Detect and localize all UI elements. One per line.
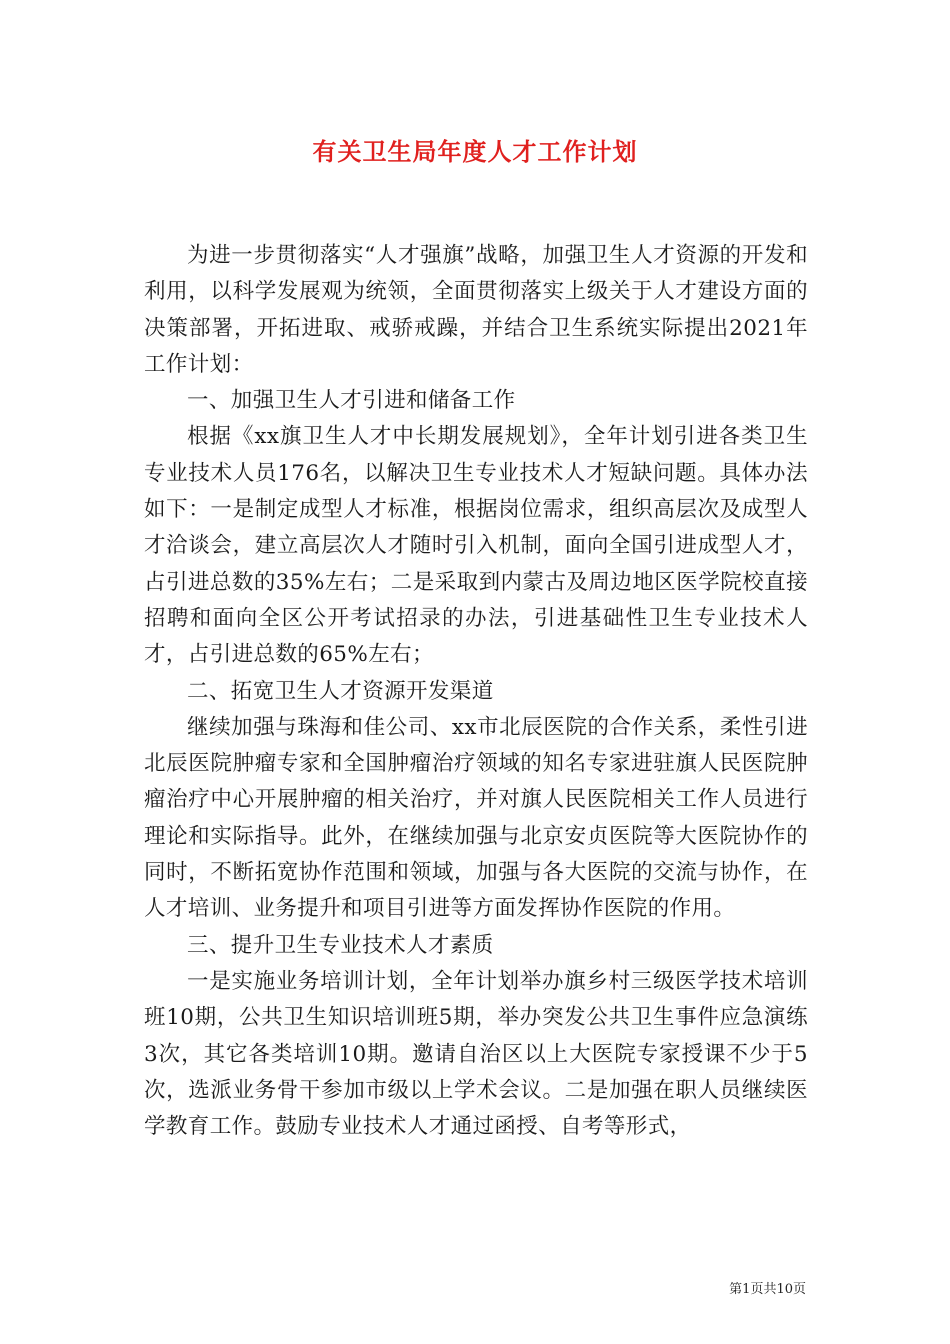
section-1-heading: 一、加强卫生人才引进和储备工作: [187, 388, 516, 414]
section-1-paragraph: 根据《xx旗卫生人才中长期发展规划》，全年计划引进各类卫生专业技术人员176名，以解决卫生专业技术人才短缺问题。具体办法如下：一是制定成型人才标准，根据岗位需求，组织高层次及成型人才洽谈会，建立高层次人才随时引入机制，面向全国引进成型人才，占引进总数的35%左右；二是采取到内蒙古及周边地区医学院校直接招聘和面向全区公开考试招录的办法，引进基础性卫生专业技术人才，占引进总数的65%左右；: [144, 424, 808, 668]
intro-paragraph: 为进一步贯彻落实“人才强旗”战略，加强卫生人才资源的开发和利用，以科学发展观为统领，全面贯彻落实上级关于人才建设方面的决策部署，开拓进取、戒骄戒躁，并结合卫生系统实际提出2021年工作计划：: [144, 243, 808, 377]
page-number: 第1页共10页: [729, 1282, 806, 1297]
section-2-paragraph: 继续加强与珠海和佳公司、xx市北辰医院的合作关系，柔性引进北辰医院肿瘤专家和全国肿瘤治疗领域的知名专家进驻旗人民医院肿瘤治疗中心开展肿瘤的相关治疗，并对旗人民医院相关工作人员进行理论和实际指导。此外，在继续加强与北京安贞医院等大医院协作的同时，不断拓宽协作范围和领域，加强与各大医院的交流与协作，在人才培训、业务提升和项目引进等方面发挥协作医院的作用。: [144, 714, 808, 922]
section-3-paragraph: 一是实施业务培训计划，全年计划举办旗乡村三级医学技术培训班10期，公共卫生知识培训班5期，举办突发公共卫生事件应急演练3次，其它各类培训10期。邀请自治区以上大医院专家授课不少于5次，选派业务骨干参加市级以上学术会议。二是加强在职人员继续医学教育工作。鼓励专业技术人才通过函授、自考等形式，: [144, 968, 808, 1140]
document-body: [144, 238, 808, 1145]
section-3-heading: 三、提升卫生专业技术人才素质: [187, 932, 494, 958]
document-title: 有关卫生局年度人才工作计划: [312, 137, 638, 166]
section-2-heading: 二、拓宽卫生人才资源开发渠道: [187, 678, 494, 704]
